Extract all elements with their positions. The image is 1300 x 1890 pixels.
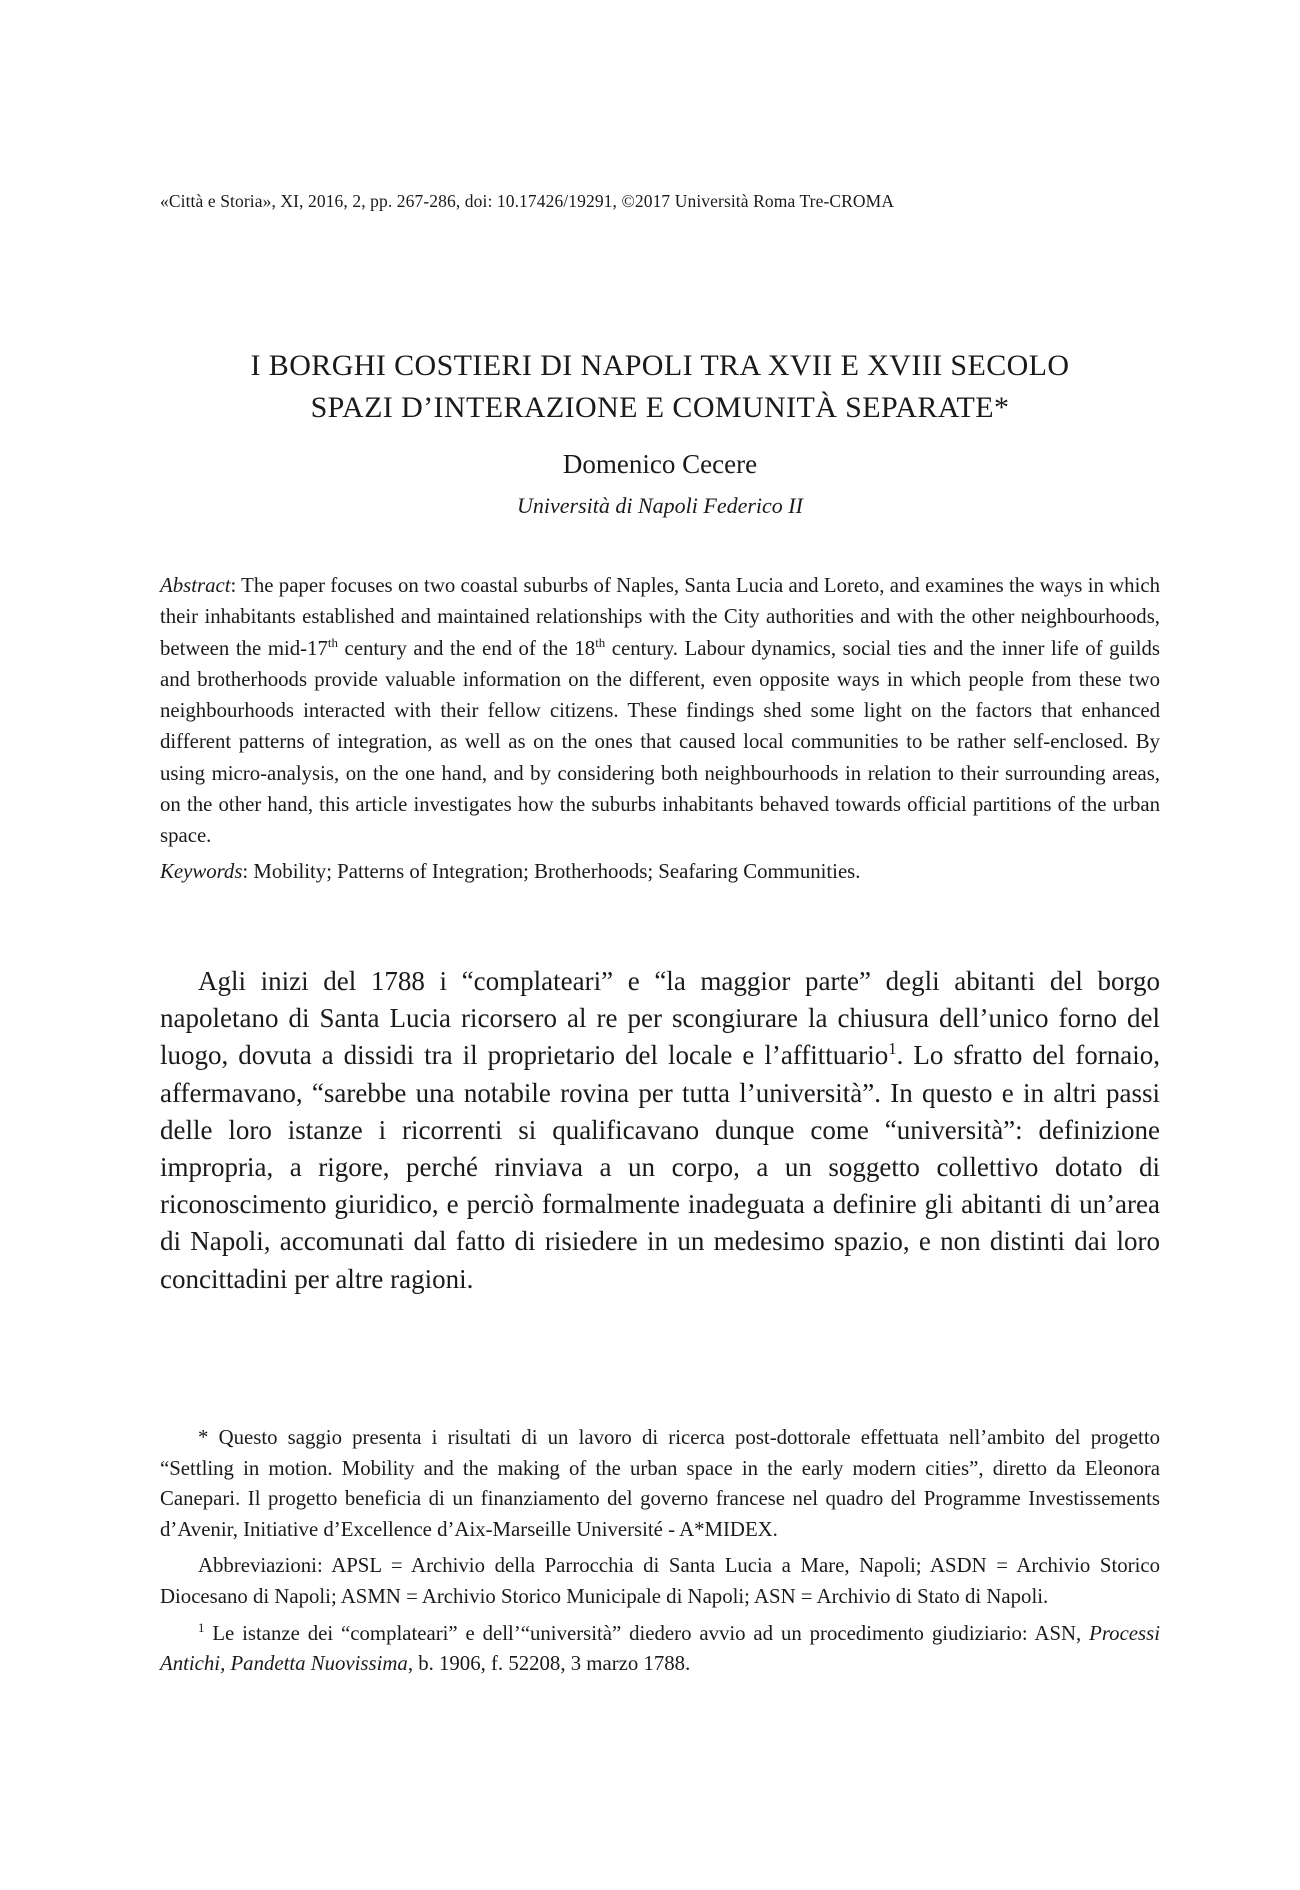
article-title <box>160 345 1160 429</box>
footnote-1-text-a: Le istanze dei “complateari” e dell’“università” diedero avvio ad un procedimento giudiziario: ASN, <box>204 1621 1090 1645</box>
body-text <box>160 963 1160 1298</box>
body-text-2: . Lo sfratto del fornaio, affermavano, “sarebbe una notabile rovina per tutta l’università”. In questo e in altri passi delle loro istanze i ricorrenti si qualificavano dunque come “università”: definizione impropria, a rigore, perché rinviava a un corpo, a un soggetto collettivo dotato di riconoscimento giuridico, e perciò formalmente inadeguata a definire gli abitanti di un’area di Napoli, accomunati dal fatto di risiedere in un medesimo spazio, e non distinti dai loro concittadini per altre ragioni. <box>160 1040 1160 1294</box>
running-head: «Città e Storia», XI, 2016, 2, pp. 267-286, doi: 10.17426/19291, ©2017 Università Roma Tre-CROMA <box>160 191 895 211</box>
keywords-paragraph <box>160 856 1160 887</box>
footnote-1 <box>160 1619 1160 1680</box>
abstract-text-1: : The paper focuses on two coastal suburbs of Naples, Santa Lucia and Loreto, and examines the ways in which their inhabitants established and maintained relationships with the City authorities and with the other neighbourhoods, between the mid-17 <box>160 574 1160 660</box>
abstract-text-3: century. Labour dynamics, social ties and the inner life of guilds and brotherhoods provide valuable information on the different, even opposite ways in which people from these two neighbourhoods interacted with their fellow citizens. These findings shed some light on the factors that enhanced different patterns of integration, as well as on the ones that caused local communities to be rather self-enclosed. By using micro-analysis, on the one hand, and by considering both neighbourhoods in relation to their surrounding areas, on the other hand, this article investigates how the suburbs inhabitants behaved towards official partitions of the urban space. <box>160 636 1161 848</box>
footnote-1-text-b: , b. 1906, f. 52208, 3 marzo 1788. <box>407 1652 691 1676</box>
footnotes <box>160 1423 1160 1680</box>
abstract-sup-2: th <box>595 635 606 650</box>
footnote-ref-1[interactable]: 1 <box>888 1039 897 1059</box>
title-line-2: SPAZI D’INTERAZIONE E COMUNITÀ SEPARATE* <box>310 391 1010 424</box>
footnote-star: * Questo saggio presenta i risultati di un lavoro di ricerca post-dottorale effettuata nell’ambito del progetto “Settling in motion. Mobility and the making of the urban space in the early modern cities”, diretto da Eleonora Canepari. Il progetto beneficia di un finanziamento del governo francese nel quadro del Programme Investissements d’Avenir, Initiative d’Excellence d’Aix-Marseille Université - A*MIDEX. <box>160 1426 1160 1541</box>
footnote-1-number: 1 <box>198 1620 205 1635</box>
title-line-1: I BORGHI COSTIERI DI NAPOLI TRA XVII E XVIII SECOLO <box>250 349 1070 382</box>
footnote-1-italic: Processi Antichi, Pandetta Nuovissima <box>160 1621 1160 1676</box>
body-paragraph <box>160 963 1160 1298</box>
abstract-block <box>160 570 1160 887</box>
abstract-paragraph <box>160 570 1160 852</box>
footnote-abbreviations: Abbreviazioni: APSL = Archivio della Parrocchia di Santa Lucia a Mare, Napoli; ASDN = Archivio Storico Diocesano di Napoli; ASMN = Archivio Storico Municipale di Napoli; ASN = Archivio di Stato di Napoli. <box>160 1554 1160 1608</box>
abstract-sup-1: th <box>327 635 338 650</box>
abstract-text-2: century and the end of the 18 <box>337 636 596 660</box>
body-text-1: Agli inizi del 1788 i “complateari” e “la maggior parte” degli abitanti del borgo napoletano di Santa Lucia ricorsero al re per scongiurare la chiusura dell’unico forno del luogo, dovuta a dissidi tra il proprietario del locale e l’affittuario <box>160 966 1160 1071</box>
author-affiliation: Università di Napoli Federico II <box>517 493 803 518</box>
keywords-label: Keywords <box>160 859 243 883</box>
abstract-label: Abstract <box>160 574 231 597</box>
keywords-text: : Mobility; Patterns of Integration; Brotherhoods; Seafaring Communities. <box>242 859 861 883</box>
author-name: Domenico Cecere <box>562 449 758 479</box>
